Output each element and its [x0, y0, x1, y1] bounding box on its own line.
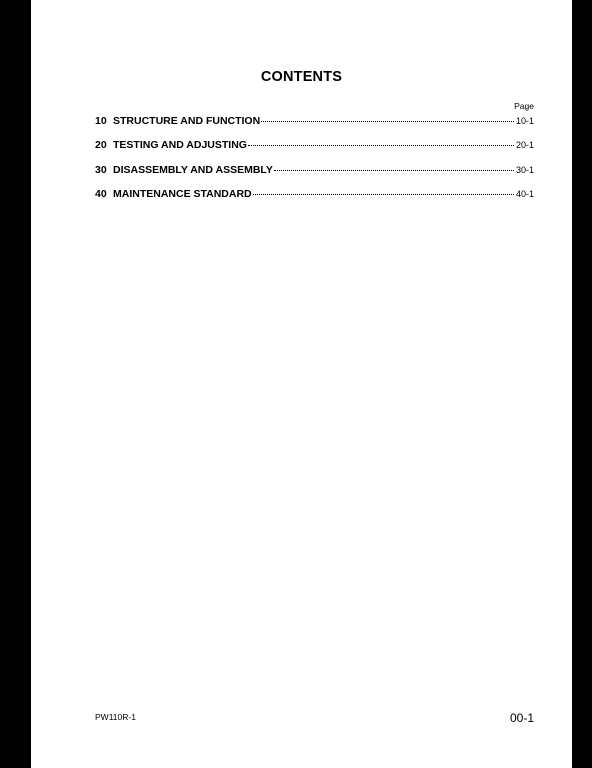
footer-model-code: PW110R-1 [95, 712, 136, 722]
toc-entry-label: MAINTENANCE STANDARD [113, 187, 252, 200]
toc-entry-label: STRUCTURE AND FUNCTION [113, 115, 261, 127]
toc-dot-leader [253, 194, 514, 195]
page-column-header: Page [514, 101, 534, 111]
toc-dot-leader [261, 121, 514, 122]
toc-dot-leader [248, 145, 514, 146]
toc-entry-number: 10 [95, 115, 107, 127]
toc-dot-leader [274, 170, 514, 171]
toc-entry-number: 20 [95, 139, 107, 152]
toc-entry-page: 40-1 [515, 188, 534, 199]
toc-entry-page: 20-1 [515, 140, 534, 151]
toc-entry-page: 10-1 [515, 116, 534, 126]
toc-entry-number: 30 [95, 163, 107, 176]
table-of-contents [95, 115, 534, 212]
toc-entry-number: 40 [95, 187, 107, 200]
toc-entry-structure-and-function[interactable] [95, 115, 534, 139]
toc-entry-maintenance-standard[interactable] [95, 188, 534, 212]
toc-entry-testing-and-adjusting[interactable] [95, 139, 534, 163]
toc-entry-label: DISASSEMBLY AND ASSEMBLY [113, 163, 273, 176]
footer-page-number: 00-1 [509, 711, 534, 725]
page-title: CONTENTS [260, 69, 343, 85]
toc-entry-label: TESTING AND ADJUSTING [113, 139, 247, 152]
toc-entry-page: 30-1 [515, 164, 534, 175]
document-page [31, 0, 572, 768]
toc-entry-disassembly-and-assembly[interactable] [95, 164, 534, 188]
